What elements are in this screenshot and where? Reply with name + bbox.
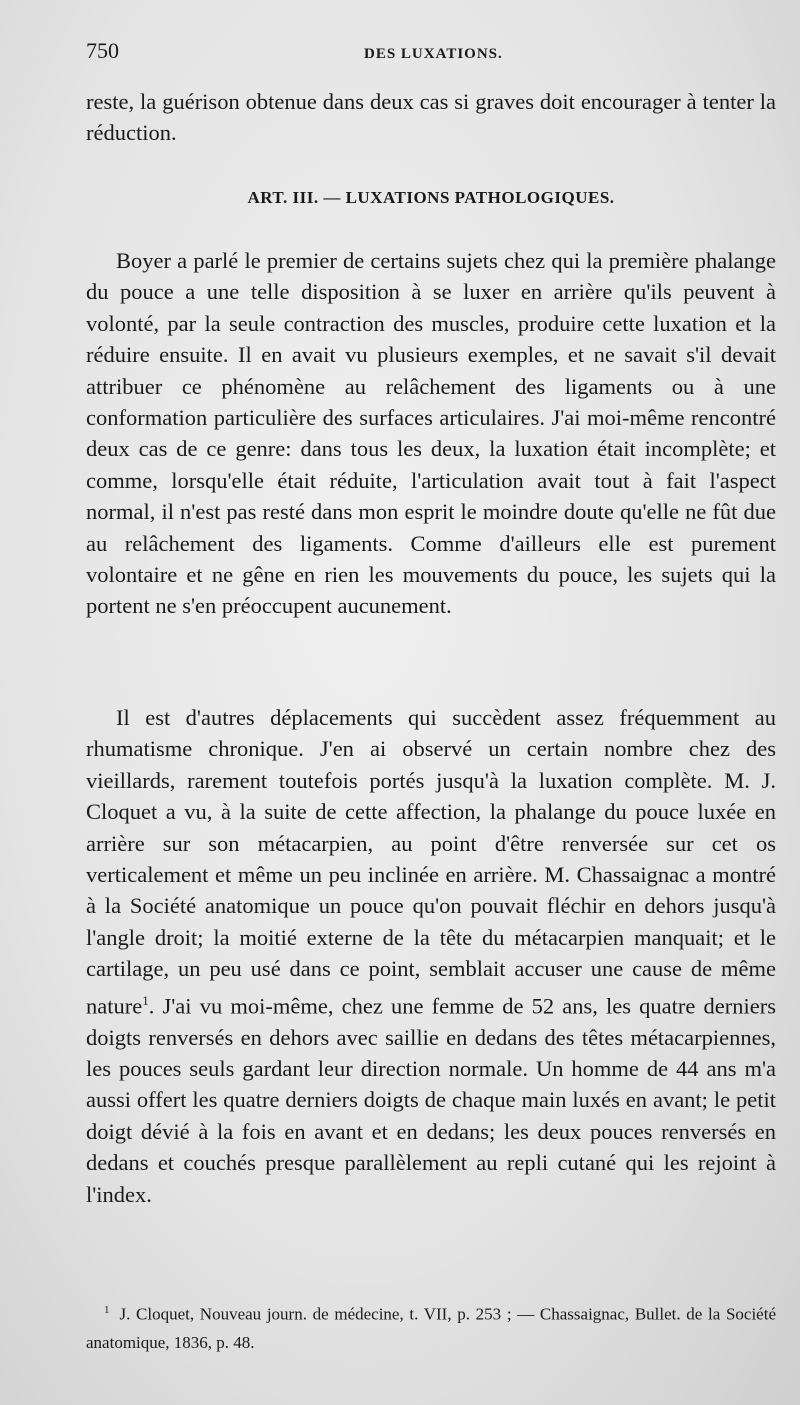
paragraph-2-end: . J'ai vu moi-même, chez une femme de 52 ans, les quatre derniers doigts renversés en dehors avec saillie en dedans des têtes métacarpiennes, les pouces seuls gardant leur direction normale. Un homme de 44 ans m'a aussi offert les quatre derniers doigts de chaque main luxés en avant; le petit doigt dévié à la fois en avant et en dedans; les deux pouces renversés en dedans et couchés presque parallèlement au repli cutané qui les rejoint à l'index. bbox=[86, 993, 776, 1207]
paragraph-2 bbox=[86, 702, 776, 1210]
lead-paragraph bbox=[86, 86, 776, 149]
footnote-reference[interactable]: 1 bbox=[142, 992, 149, 1008]
paragraph-1-text: Boyer a parlé le premier de certains sujets chez qui la première phalange du pouce a une telle disposition à se luxer en arrière qu'ils peuvent à volonté, par la seule contraction des muscles, produire cette luxation et la réduire ensuite. Il en avait vu plusieurs exemples, et ne savait s'il devait attribuer ce phénomène au relâchement des ligaments ou à une conformation particulière des surfaces articulaires. J'ai moi-même rencontré deux cas de ce genre: dans tous les deux, la luxation était incomplète; et comme, lorsqu'elle était réduite, l'articulation avait tout à fait l'aspect normal, il n'est pas resté dans mon esprit le moindre doute qu'elle ne fût due au relâchement des ligaments. Comme d'ailleurs elle est purement volontaire et ne gêne en rien les mouvements du pouce, les sujets qui la portent ne s'en préoccupent aucunement. bbox=[86, 248, 776, 619]
paragraph-2-text bbox=[86, 702, 776, 1210]
running-title: DES LUXATIONS. bbox=[364, 46, 503, 62]
paragraph-1 bbox=[86, 245, 776, 622]
footnote bbox=[86, 1296, 776, 1357]
footnote-text: J. Cloquet, Nouveau journ. de médecine, t. VII, p. 253 ; — Chassaignac, Bullet. de la Société anatomique, 1836, p. 48. bbox=[86, 1304, 776, 1352]
page-number: 750 bbox=[86, 38, 119, 63]
footnote-marker: 1 bbox=[104, 1304, 110, 1316]
section-heading: ART. III. — LUXATIONS PATHOLOGIQUES. bbox=[247, 188, 615, 207]
running-head bbox=[86, 38, 760, 72]
paragraph-2-body: Il est d'autres déplacements qui succèdent assez fréquemment au rhumatisme chronique. J'en ai observé un certain nombre chez des vieillards, rarement toutefois portés jusqu'à la luxation complète. M. J. Cloquet a vu, à la suite de cette affection, la phalange du pouce luxée en arrière sur son métacarpien, au point d'être renversée sur cet os verticalement et même un peu inclinée en arrière. M. Chassaignac a montré à la Société anatomique un pouce qu'on pouvait fléchir en dehors jusqu'à l'angle droit; la moitié externe de la tête du métacarpien manquait; et le cartilage, un peu usé dans ce point, semblait accuser une cause de même nature bbox=[86, 705, 776, 1019]
lead-paragraph-text: reste, la guérison obtenue dans deux cas si graves doit encourager à tenter la réduction. bbox=[86, 89, 776, 146]
